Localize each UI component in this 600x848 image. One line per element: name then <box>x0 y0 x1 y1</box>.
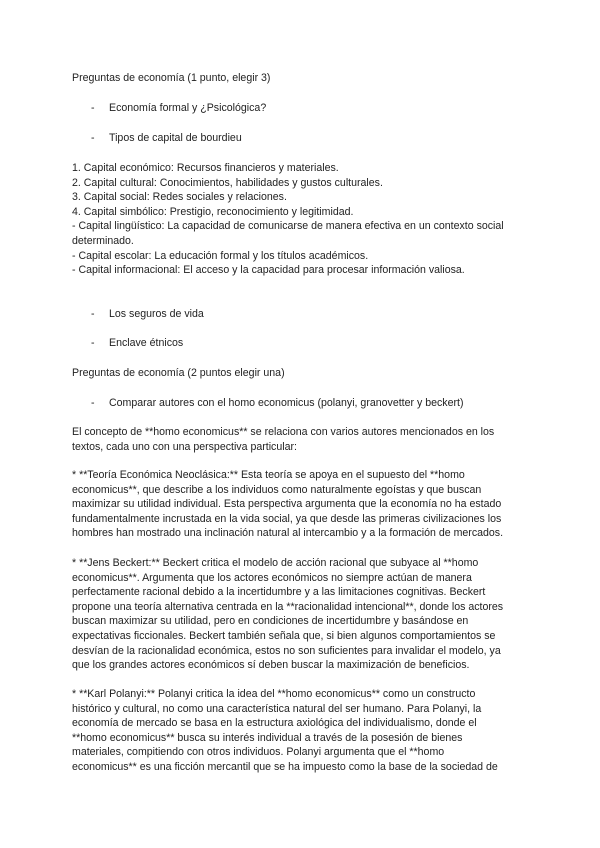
bullet-text: Economía formal y ¿Psicológica? <box>109 102 267 114</box>
paragraph-line: fundamentalmente incrustada en la vida social, ya que desde las primeras civilizaciones los <box>72 512 502 525</box>
paragraph-line: * **Karl Polanyi:** Polanyi critica la idea del **homo economicus** como un constructo <box>72 688 476 700</box>
paragraph-line: perfectamente racional debido a la incertidumbre y a las limitaciones cognitivas. Beckert <box>72 586 486 599</box>
bullet-dash: - <box>91 102 95 114</box>
bullet-text: Tipos de capital de bourdieu <box>109 132 242 144</box>
list-item: determinado. <box>72 234 134 247</box>
list-item: - Capital lingüístico: La capacidad de comunicarse de manera efectiva en un contexto social <box>72 220 504 233</box>
list-item: - Capital informacional: El acceso y la capacidad para procesar información valiosa. <box>72 264 465 277</box>
paragraph-line: * **Jens Beckert:** Beckert critica el modelo de acción racional que subyace al **homo <box>72 557 479 569</box>
paragraph-line: que los grandes actores económicos sí deben buscar la maximización de beneficios. <box>72 659 470 672</box>
bullet-dash: - <box>91 132 95 144</box>
list-item: 1. Capital económico: Recursos financieros y materiales. <box>72 162 339 174</box>
bullet-dash: - <box>91 308 95 320</box>
section-polanyi <box>72 687 532 775</box>
paragraph-line: buscan maximizar su utilidad, pero en condiciones de incertidumbre y basándose en <box>72 615 469 628</box>
list-item: 3. Capital social: Redes sociales y relaciones. <box>72 191 287 204</box>
paragraph-line: **homo economicus** busca su interés individual a través de la posesión de bienes <box>72 731 463 744</box>
list-item: - Capital escolar: La educación formal y los títulos académicos. <box>72 249 369 262</box>
intro-paragraph <box>72 425 532 454</box>
bullet-text: Enclave étnicos <box>109 337 184 349</box>
paragraph-line: economicus** es una ficción mercantil que se ha impuesto como la base de la sociedad de <box>72 760 498 773</box>
paragraph-line: histórico y cultural, no como una característica natural del ser humano. Para Polanyi, la <box>72 702 482 715</box>
paragraph-line: expectativas ficcionales. Beckert también señala que, si bien algunos comportamientos se <box>72 629 496 642</box>
paragraph-line: desvían de la racionalidad económica, estos no son suficientes para invalidar el modelo, ya <box>72 644 501 657</box>
bullet-dash: - <box>91 397 95 409</box>
section-beckert <box>72 556 532 673</box>
paragraph-line: * **Teoría Económica Neoclásica:** Esta teoría se apoya en el supuesto del **homo <box>72 469 465 481</box>
capital-list <box>72 161 532 278</box>
bullet-text: Comparar autores con el homo economicus (polanyi, granovetter y beckert) <box>109 397 464 409</box>
list-item: 4. Capital simbólico: Prestigio, reconocimiento y legitimidad. <box>72 205 354 218</box>
section-neoclasica <box>72 468 532 541</box>
list-item: 2. Capital cultural: Conocimientos, habilidades y gustos culturales. <box>72 176 383 189</box>
paragraph-line: economía de mercado se basa en la estructura axiológica del individualismo, donde el <box>72 717 477 730</box>
paragraph-line: economicus**. Argumenta que los actores económicos no siempre actúan de manera <box>72 571 472 584</box>
paragraph-line: textos, cada uno con una perspectiva particular: <box>72 440 297 453</box>
bullet-text: Los seguros de vida <box>109 308 204 320</box>
paragraph-line: El concepto de **homo economicus** se relaciona con varios autores mencionados en los <box>72 426 495 438</box>
paragraph-line: propone una teoría alternativa centrada en la **racionalidad intencional**, donde los actores <box>72 600 504 613</box>
paragraph-line: economicus**, que describe a los individuos como naturalmente egoístas y que buscan <box>72 483 482 496</box>
bullet-dash: - <box>91 337 95 349</box>
paragraph-line: maximizar su utilidad individual. Esta perspectiva argumenta que la economía no ha estado <box>72 498 502 511</box>
heading-1-punto: Preguntas de economía (1 punto, elegir 3) <box>72 72 271 84</box>
paragraph-line: materiales, compitiendo con otros individuos. Polanyi argumenta que el **homo <box>72 746 445 759</box>
heading-2-puntos: Preguntas de economía (2 puntos elegir una) <box>72 367 285 379</box>
paragraph-line: hombres han mostrado una inclinación natural al intercambio y a la formación de mercados. <box>72 527 504 540</box>
